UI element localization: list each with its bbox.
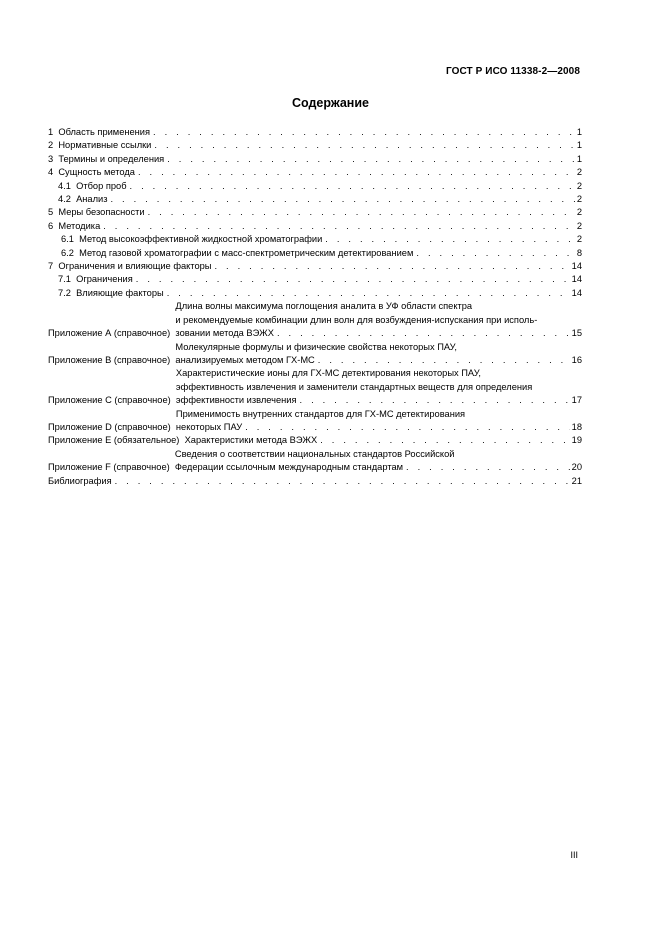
toc-entry-title-line: Ограничения: [76, 274, 133, 285]
toc-entry-number: 5: [48, 207, 59, 218]
dot-leader: [406, 461, 570, 474]
toc-entry-number: Приложение В (справочное): [48, 354, 176, 365]
toc-entry-title-line: Федерации ссылочным международным стандартам: [174, 462, 404, 473]
dot-leader: [115, 475, 570, 488]
table-of-contents: [48, 126, 582, 488]
toc-page-number: 14: [571, 261, 582, 272]
toc-entry: [48, 206, 582, 219]
toc-entry-title-line: Область применения: [58, 127, 151, 137]
dot-leader: [214, 260, 569, 273]
toc-page-number: 1: [576, 140, 582, 151]
toc-entry-number: 4.1: [58, 180, 77, 191]
dot-leader: [320, 434, 569, 447]
toc-page-number: 8: [576, 247, 582, 258]
toc-page-number: 14: [571, 274, 582, 285]
toc-entry: [48, 193, 582, 206]
dot-leader: [136, 273, 570, 286]
toc-entry: [48, 408, 582, 435]
toc-entry-number: 2: [48, 140, 59, 151]
dot-leader: [167, 287, 570, 300]
toc-entry: [48, 475, 582, 488]
toc-entry: [48, 367, 582, 407]
toc-entry-number: Приложение А (справочное): [48, 328, 176, 339]
dot-leader: [416, 247, 574, 260]
toc-page-number: 16: [571, 354, 582, 365]
toc-page-number: 1: [576, 153, 582, 164]
toc-entry-title-line: эффективность извлечения и заменители стандартных веществ для определения: [175, 381, 533, 392]
toc-entry: [48, 273, 582, 286]
dot-leader: [167, 153, 575, 166]
toc-page-number: 1: [576, 127, 582, 137]
toc-entry-number: Приложение Е (обязательное): [48, 435, 185, 446]
toc-page-number: 17: [571, 395, 582, 406]
toc-entry: [48, 260, 582, 273]
dot-leader: [154, 139, 574, 152]
toc-page-number: 2: [576, 234, 582, 245]
toc-page-number: 19: [571, 435, 582, 446]
toc-page-number: 15: [571, 328, 582, 339]
toc-entry-number: Приложение С (справочное): [48, 395, 176, 406]
toc-entry-number: Приложение F (справочное): [48, 462, 175, 473]
dot-leader: [153, 126, 575, 139]
dot-leader: [318, 354, 570, 367]
toc-entry-title-line: Ограничения и влияющие факторы: [58, 261, 212, 272]
toc-entry-title-line: Метод газовой хроматографии с масс-спектрометрическим детектированием: [79, 247, 414, 258]
toc-entry-title-line: Нормативные ссылки: [58, 140, 152, 151]
toc-entry: [48, 300, 582, 340]
toc-entry-number: Приложение D (справочное): [48, 421, 176, 432]
toc-entry-title-line: Характеристические ионы для ГХ-МС детектирования некоторых ПАУ,: [175, 368, 481, 379]
toc-entry: [48, 233, 582, 246]
toc-page-number: 2: [576, 207, 582, 218]
dot-leader: [103, 220, 575, 233]
toc-entry-number: 7.2: [58, 287, 77, 298]
page-title: Содержание: [291, 96, 369, 110]
toc-entry: [48, 166, 582, 179]
toc-entry-number: 7: [48, 261, 59, 272]
toc-entry-title-line: Сведения о соответствии национальных стандартов Российской: [174, 448, 455, 459]
toc-page-number: 18: [571, 421, 582, 432]
toc-entry-title-line: Влияющие факторы: [76, 287, 164, 298]
toc-entry-title-line: Длина волны максимума поглощения аналита в УФ области спектра: [175, 301, 473, 312]
document-code: ГОСТ Р ИСО 11338-2—2008: [445, 66, 580, 77]
toc-entry: [48, 139, 582, 152]
toc-entry-number: 6: [48, 220, 59, 231]
toc-entry-title-line: Библиография: [48, 475, 112, 486]
toc-entry: [48, 341, 582, 368]
toc-entry-title-line: Молекулярные формулы и физические свойства некоторых ПАУ,: [175, 341, 457, 352]
toc-page-number: 21: [571, 475, 582, 486]
toc-entry-number: 7.1: [58, 274, 77, 285]
toc-entry-title-line: Применимость внутренних стандартов для ГХ-МС детектирования: [175, 408, 466, 419]
dot-leader: [138, 166, 575, 179]
toc-entry-title-line: зовании метода ВЭЖХ: [175, 328, 274, 339]
toc-entry-number: 3: [48, 153, 59, 164]
toc-page-number: 2: [576, 167, 582, 178]
toc-entry-title-line: Термины и определения: [58, 153, 165, 164]
dot-leader: [300, 394, 570, 407]
toc-entry: [48, 126, 582, 139]
toc-page-number: 2: [576, 180, 582, 191]
toc-entry-title-line: Характеристики метода ВЭЖХ: [184, 435, 318, 446]
toc-entry-number: 6.2: [61, 247, 80, 258]
toc-entry-number: 4: [48, 167, 59, 178]
toc-entry-number: 4.2: [58, 194, 77, 205]
page-number: III: [570, 850, 578, 860]
toc-entry: [48, 220, 582, 233]
dot-leader: [245, 421, 570, 434]
toc-entry: [48, 180, 582, 193]
dot-leader: [148, 206, 575, 219]
toc-entry-title-line: эффективности извлечения: [175, 395, 297, 406]
toc-entry-title-line: и рекомендуемые комбинации длин волн для возбуждения-испускания при исполь-: [175, 314, 538, 325]
toc-entry: [48, 434, 582, 447]
toc-entry-title-line: Сущность метода: [58, 167, 135, 178]
toc-entry-title-line: Меры безопасности: [58, 207, 145, 218]
toc-page-number: 2: [576, 220, 582, 231]
toc-entry-title-line: анализируемых методом ГХ-МС: [175, 354, 315, 365]
toc-entry: [48, 153, 582, 166]
toc-entry-number: 6.1: [61, 234, 80, 245]
toc-entry: [48, 247, 582, 260]
dot-leader: [325, 233, 575, 246]
toc-entry-number: 1: [48, 127, 59, 137]
dot-leader: [110, 193, 574, 206]
dot-leader: [277, 327, 570, 340]
toc-page-number: 2: [576, 194, 582, 205]
toc-entry-title-line: некоторых ПАУ: [175, 421, 243, 432]
toc-entry-title-line: Метод высокоэффективной жидкостной хроматографии: [79, 234, 323, 245]
toc-entry-title-line: Методика: [58, 220, 101, 231]
dot-leader: [130, 180, 575, 193]
toc-entry: [48, 448, 582, 475]
toc-page-number: 20: [571, 462, 582, 473]
toc-page-number: 14: [571, 287, 582, 298]
toc-entry-title-line: Отбор проб: [76, 180, 127, 191]
toc-entry: [48, 287, 582, 300]
toc-entry-title-line: Анализ: [76, 194, 108, 205]
